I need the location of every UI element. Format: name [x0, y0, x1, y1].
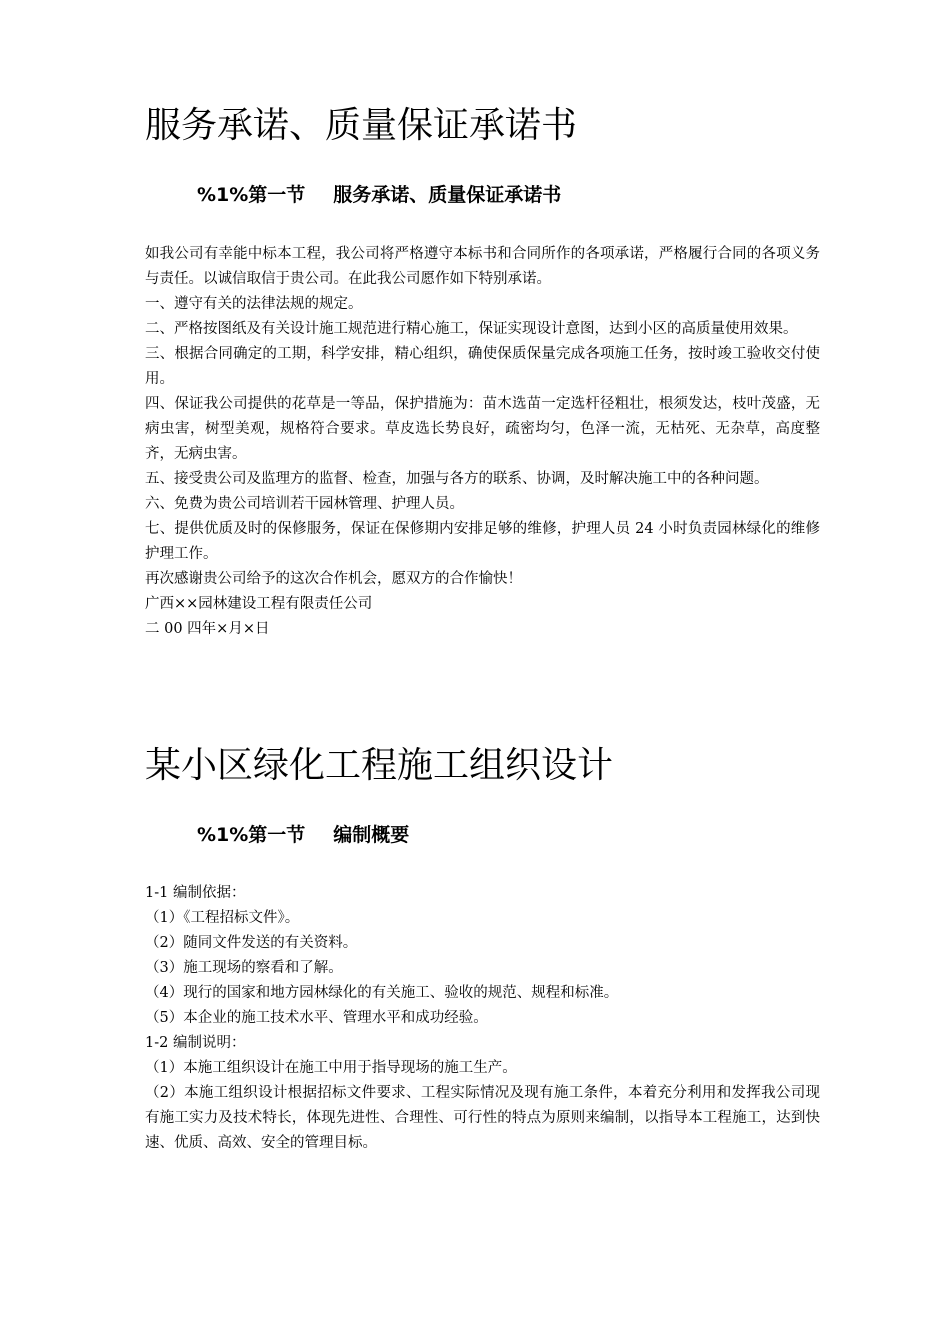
list-item: （2）本施工组织设计根据招标文件要求、工程实际情况及现有施工条件，本着充分利用和发挥我公司现有施工实力及技术特长，体现先进性、合理性、可行性的特点为原则来编制，以指导本工程施工，达到快速、优质、高效、安全的管理目标。	[145, 1085, 820, 1151]
section-heading	[145, 182, 561, 208]
paragraph-item-5: 五、接受贵公司及监理方的监督、检查，加强与各方的联系、协调，及时解决施工中的各种问题。	[145, 471, 769, 487]
section-number: %1%第一节	[197, 184, 306, 206]
paragraph-item-6: 六、免费为贵公司培训若干园林管理、护理人员。	[145, 496, 464, 512]
paragraph-thanks: 再次感谢贵公司给予的这次合作机会，愿双方的合作愉快！	[145, 571, 522, 587]
list-item: （4）现行的国家和地方园林绿化的有关施工、验收的规范、规程和标准。	[145, 985, 619, 1001]
section-number: %1%第一节	[197, 824, 306, 846]
list-item: （5）本企业的施工技术水平、管理水平和成功经验。	[145, 1010, 488, 1026]
document-title: 服务承诺、质量保证承诺书	[145, 105, 578, 146]
document-title: 某小区绿化工程施工组织设计	[145, 745, 614, 786]
paragraph-intro: 如我公司有幸能中标本工程，我公司将严格遵守本标书和合同所作的各项承诺，严格履行合同的各项义务与责任。以诚信取信于贵公司。在此我公司愿作如下特别承诺。	[145, 246, 820, 287]
subheading-basis: 1-1 编制依据：	[145, 885, 246, 901]
list-item: （2）随同文件发送的有关资料。	[145, 935, 358, 951]
paragraph-item-2: 二、严格按图纸及有关设计施工规范进行精心施工，保证实现设计意图，达到小区的高质量使用效果。	[145, 321, 798, 337]
paragraph-item-1: 一、遵守有关的法律法规的规定。	[145, 296, 363, 312]
paragraph-item-7: 七、提供优质及时的保修服务，保证在保修期内安排足够的维修，护理人员 24 小时负责园林绿化的维修护理工作。	[145, 521, 820, 562]
list-item: （1）本施工组织设计在施工中用于指导现场的施工生产。	[145, 1060, 517, 1076]
section-heading-text: 服务承诺、质量保证承诺书	[333, 184, 562, 206]
signature-date: 二 00 四年×月×日	[145, 621, 270, 637]
section-heading	[145, 822, 409, 848]
paragraph-item-4: 四、保证我公司提供的花草是一等品，保护措施为：苗木选苗一定选杆径粗壮，根须发达，枝叶茂盛，无病虫害，树型美观，规格符合要求。草皮选长势良好，疏密均匀，色泽一流，无枯死、无杂草，高度整齐，无病虫害。	[145, 396, 820, 462]
company-signature: 广西××园林建设工程有限责任公司	[145, 596, 373, 612]
commitment-body	[145, 242, 820, 642]
subheading-notes: 1-2 编制说明：	[145, 1035, 246, 1051]
overview-body	[145, 881, 820, 1156]
section-heading-text: 编制概要	[333, 824, 410, 846]
paragraph-item-3: 三、根据合同确定的工期，科学安排，精心组织，确使保质保量完成各项施工任务，按时竣工验收交付使用。	[145, 346, 820, 387]
list-item: （1）《工程招标文件》。	[145, 910, 300, 926]
list-item: （3）施工现场的察看和了解。	[145, 960, 343, 976]
